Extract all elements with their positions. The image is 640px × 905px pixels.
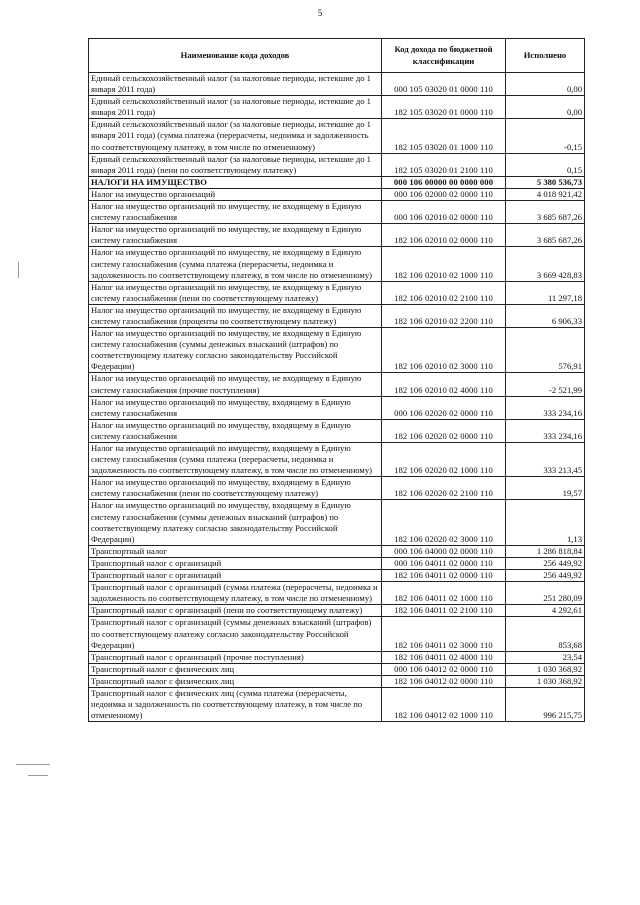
row-value-cell: 5 380 536,73	[506, 176, 585, 188]
row-code-cell: 182 106 04012 02 1000 110	[382, 687, 506, 721]
row-code-cell: 182 106 04011 02 4000 110	[382, 651, 506, 663]
row-value-cell: 23,54	[506, 651, 585, 663]
row-name-cell: Налог на имущество организаций по имуществу, не входящему в Единую систему газоснабжения (суммы денежных взысканий (штрафов) по соответствующему платежу согласно законодательству Российской Федерации)	[89, 328, 382, 373]
row-value-cell: 1 286 818,84	[506, 545, 585, 557]
row-value-cell: 333 213,45	[506, 443, 585, 477]
table-row	[89, 545, 585, 557]
row-code-cell: 000 106 02020 02 0000 110	[382, 396, 506, 419]
row-value-cell: 3 685 687,26	[506, 224, 585, 247]
row-value-cell: 853,68	[506, 617, 585, 651]
row-name-cell: Транспортный налог с организаций (прочие поступления)	[89, 651, 382, 663]
row-code-cell: 182 106 02010 02 0000 110	[382, 224, 506, 247]
row-name-cell: Налог на имущество организаций по имуществу, входящему в Единую систему газоснабжения (пени по соответствующему платежу)	[89, 477, 382, 500]
table-row	[89, 477, 585, 500]
header-name: Наименование кода доходов	[89, 39, 382, 73]
row-code-cell: 182 106 02020 02 2100 110	[382, 477, 506, 500]
table-row	[89, 582, 585, 605]
row-name-cell: Единый сельскохозяйственный налог (за налоговые периоды, истекшие до 1 января 2011 года) (сумма платежа (перерасчеты, недоимка и задолженность по соответствующему платежу, в том числе по отмененному)	[89, 119, 382, 153]
scan-artifact-mark	[28, 775, 48, 776]
row-name-cell: Транспортный налог с физических лиц	[89, 663, 382, 675]
row-code-cell: 182 106 04011 02 2100 110	[382, 605, 506, 617]
table-row	[89, 176, 585, 188]
table-row	[89, 419, 585, 442]
row-code-cell: 182 106 04011 02 0000 110	[382, 570, 506, 582]
row-value-cell: 576,91	[506, 328, 585, 373]
row-code-cell: 000 106 02000 02 0000 110	[382, 188, 506, 200]
row-name-cell: Налог на имущество организаций по имуществу, не входящему в Единую систему газоснабжения (сумма платежа (перерасчеты, недоимка и задолженность по соответствующему платежу, в том числе по отмененному)	[89, 247, 382, 281]
row-code-cell: 000 106 02010 02 0000 110	[382, 201, 506, 224]
row-value-cell: 0,00	[506, 96, 585, 119]
row-code-cell: 182 105 03020 01 1000 110	[382, 119, 506, 153]
table-row	[89, 119, 585, 153]
row-name-cell: Транспортный налог с организаций (сумма платежа (перерасчеты, недоимка и задолженность по соответствующему платежу, в том числе по отмененному)	[89, 582, 382, 605]
table-row	[89, 687, 585, 721]
table-row	[89, 557, 585, 569]
table-row	[89, 605, 585, 617]
row-name-cell: Единый сельскохозяйственный налог (за налоговые периоды, истекшие до 1 января 2011 года)	[89, 73, 382, 96]
row-name-cell: Транспортный налог с организаций (пени по соответствующему платежу)	[89, 605, 382, 617]
row-code-cell: 182 105 03020 01 0000 110	[382, 96, 506, 119]
row-name-cell: Налог на имущество организаций по имуществу, не входящему в Единую систему газоснабжения (пени по соответствующему платежу)	[89, 281, 382, 304]
row-code-cell: 000 106 04011 02 0000 110	[382, 557, 506, 569]
row-value-cell: 0,00	[506, 73, 585, 96]
row-code-cell: 182 106 04011 02 1000 110	[382, 582, 506, 605]
row-name-cell: Транспортный налог с организаций	[89, 557, 382, 569]
row-value-cell: 3 669 428,83	[506, 247, 585, 281]
table-row	[89, 663, 585, 675]
row-name-cell: Транспортный налог	[89, 545, 382, 557]
table-row	[89, 224, 585, 247]
header-code: Код дохода по бюджетной классификации	[382, 39, 506, 73]
row-code-cell: 182 106 04012 02 0000 110	[382, 675, 506, 687]
row-value-cell: 256 449,92	[506, 557, 585, 569]
table-row	[89, 201, 585, 224]
row-name-cell: Налог на имущество организаций по имуществу, не входящему в Единую систему газоснабжения	[89, 201, 382, 224]
scan-artifact-mark	[18, 262, 19, 278]
header-executed: Исполнено	[506, 39, 585, 73]
row-value-cell: -0,15	[506, 119, 585, 153]
row-value-cell: 4 018 921,42	[506, 188, 585, 200]
table-row	[89, 247, 585, 281]
row-name-cell: Транспортный налог с физических лиц	[89, 675, 382, 687]
row-code-cell: 182 106 04011 02 3000 110	[382, 617, 506, 651]
row-code-cell: 182 106 02020 02 0000 110	[382, 419, 506, 442]
row-name-cell: Единый сельскохозяйственный налог (за налоговые периоды, истекшие до 1 января 2011 года) (пени по соответствующему платежу)	[89, 153, 382, 176]
row-value-cell: 333 234,16	[506, 419, 585, 442]
row-value-cell: 0,15	[506, 153, 585, 176]
row-value-cell: 1 030 368,92	[506, 675, 585, 687]
row-code-cell: 182 106 02020 02 1000 110	[382, 443, 506, 477]
row-value-cell: 6 906,33	[506, 304, 585, 327]
row-value-cell: 996 215,75	[506, 687, 585, 721]
row-value-cell: 1,13	[506, 500, 585, 545]
row-value-cell: 1 030 368,92	[506, 663, 585, 675]
table-body	[89, 73, 585, 722]
row-code-cell: 000 106 04000 02 0000 110	[382, 545, 506, 557]
row-name-cell: НАЛОГИ НА ИМУЩЕСТВО	[89, 176, 382, 188]
table-row	[89, 328, 585, 373]
page-number: 5	[317, 8, 323, 18]
table-row	[89, 373, 585, 396]
row-name-cell: Налог на имущество организаций по имуществу, входящему в Единую систему газоснабжения (суммы денежных взысканий (штрафов) по соответствующему платежу согласно законодательству Российской Федерации)	[89, 500, 382, 545]
table-row	[89, 651, 585, 663]
row-name-cell: Налог на имущество организаций по имуществу, входящему в Единую систему газоснабжения	[89, 396, 382, 419]
row-code-cell: 182 106 02020 02 3000 110	[382, 500, 506, 545]
row-value-cell: 3 685 687,26	[506, 201, 585, 224]
table-row	[89, 281, 585, 304]
row-name-cell: Налог на имущество организаций по имуществу, не входящему в Единую систему газоснабжения (прочие поступления)	[89, 373, 382, 396]
row-code-cell: 000 106 04012 02 0000 110	[382, 663, 506, 675]
row-code-cell: 182 106 02010 02 2200 110	[382, 304, 506, 327]
table-row	[89, 500, 585, 545]
row-name-cell: Транспортный налог с физических лиц (сумма платежа (перерасчеты, недоимка и задолженность по соответствующему платежу, в том числе по отмененному)	[89, 687, 382, 721]
table-row	[89, 396, 585, 419]
row-code-cell: 182 105 03020 01 2100 110	[382, 153, 506, 176]
row-value-cell: -2 521,99	[506, 373, 585, 396]
table-row	[89, 73, 585, 96]
table-row	[89, 153, 585, 176]
row-code-cell: 182 106 02010 02 3000 110	[382, 328, 506, 373]
row-name-cell: Транспортный налог с организаций	[89, 570, 382, 582]
row-code-cell: 182 106 02010 02 1000 110	[382, 247, 506, 281]
row-value-cell: 4 292,61	[506, 605, 585, 617]
row-code-cell: 000 105 03020 01 0000 110	[382, 73, 506, 96]
table-row	[89, 570, 585, 582]
row-name-cell: Налог на имущество организаций	[89, 188, 382, 200]
row-name-cell: Налог на имущество организаций по имуществу, не входящему в Единую систему газоснабжения (проценты по соответствующему платежу)	[89, 304, 382, 327]
row-value-cell: 256 449,92	[506, 570, 585, 582]
table-row	[89, 188, 585, 200]
scan-artifact-mark	[16, 764, 50, 765]
table-row	[89, 304, 585, 327]
row-value-cell: 251 280,09	[506, 582, 585, 605]
row-value-cell: 333 234,16	[506, 396, 585, 419]
row-value-cell: 11 297,18	[506, 281, 585, 304]
row-name-cell: Транспортный налог с организаций (суммы денежных взысканий (штрафов) по соответствующему платежу согласно законодательству Российской Федерации)	[89, 617, 382, 651]
revenue-table	[88, 38, 585, 722]
row-value-cell: 19,57	[506, 477, 585, 500]
table-row	[89, 443, 585, 477]
row-name-cell: Налог на имущество организаций по имуществу, не входящему в Единую систему газоснабжения	[89, 224, 382, 247]
row-code-cell: 000 106 00000 00 0000 000	[382, 176, 506, 188]
row-name-cell: Единый сельскохозяйственный налог (за налоговые периоды, истекшие до 1 января 2011 года)	[89, 96, 382, 119]
table-row	[89, 675, 585, 687]
row-name-cell: Налог на имущество организаций по имуществу, входящему в Единую систему газоснабжения (сумма платежа (перерасчеты, недоимка и задолженность по соответствующему платежу, в том числе по отмененному)	[89, 443, 382, 477]
row-name-cell: Налог на имущество организаций по имуществу, входящему в Единую систему газоснабжения	[89, 419, 382, 442]
table-row	[89, 96, 585, 119]
row-code-cell: 182 106 02010 02 2100 110	[382, 281, 506, 304]
row-code-cell: 182 106 02010 02 4000 110	[382, 373, 506, 396]
table-header-row	[89, 39, 585, 73]
table-row	[89, 617, 585, 651]
